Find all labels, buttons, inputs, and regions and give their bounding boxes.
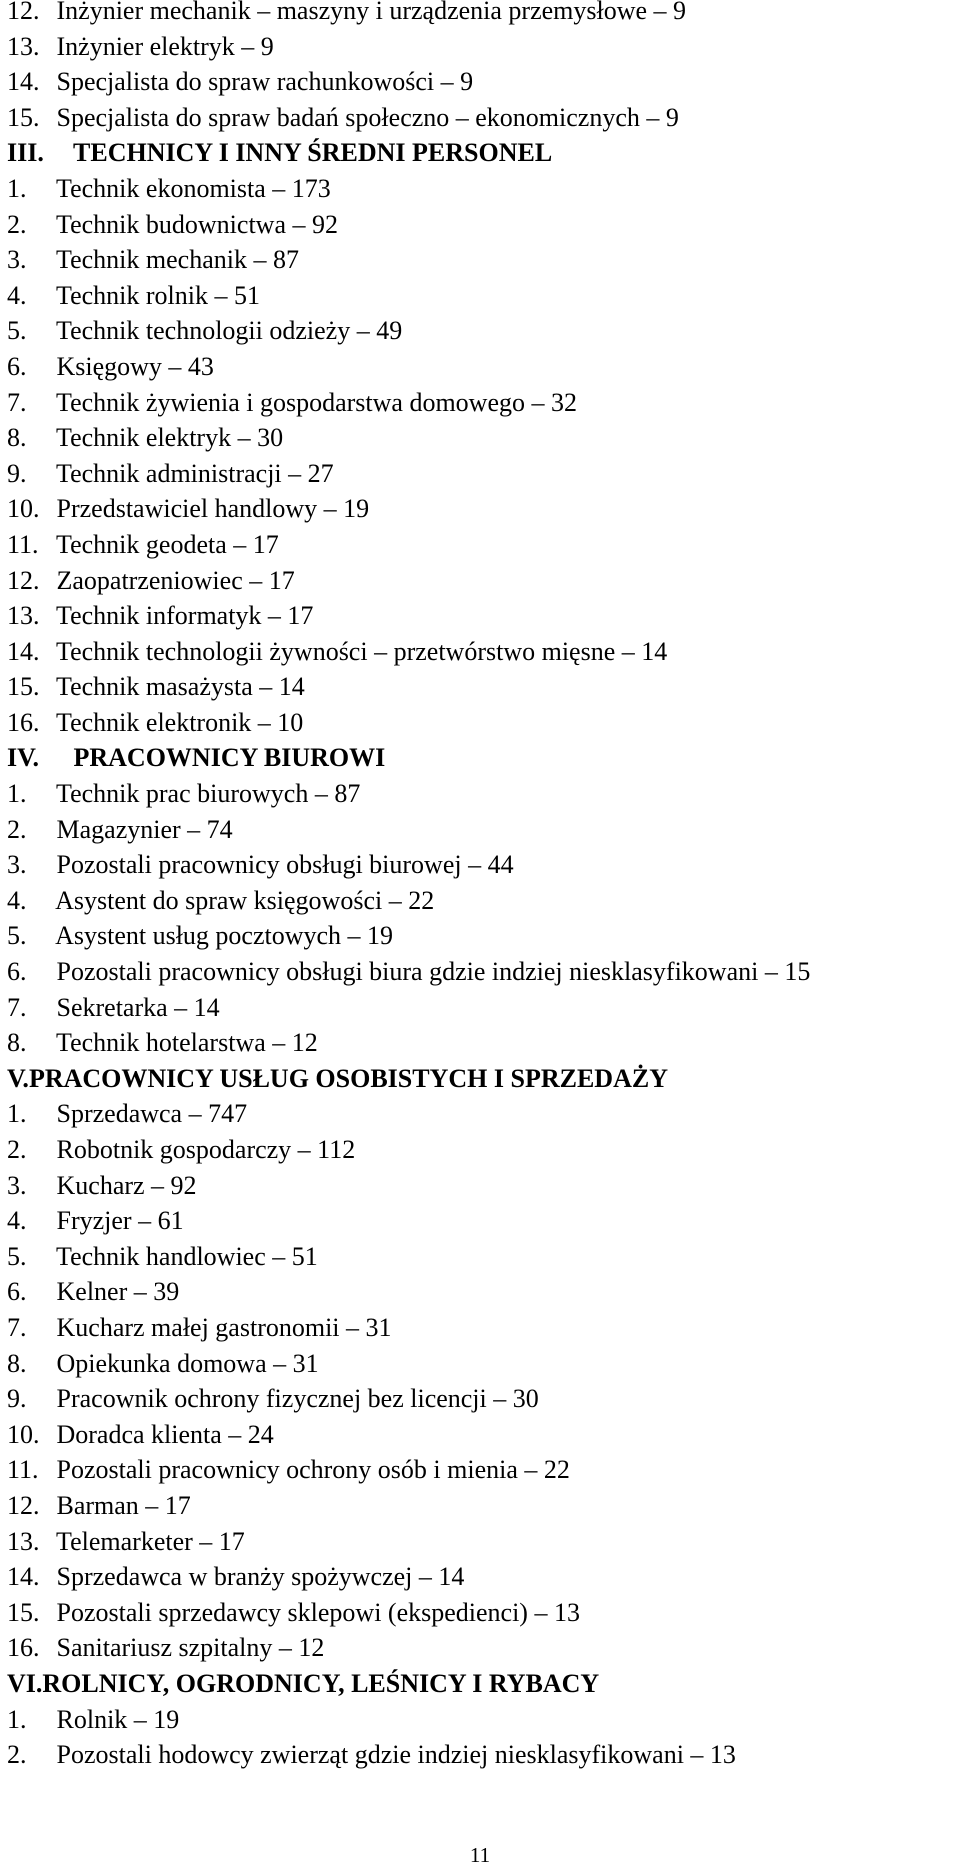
item-number: 4. [7,280,27,310]
list-item [7,0,952,29]
item-number: 5. [7,921,27,951]
list-item [7,918,952,954]
item-text: Specjalista do spraw badań społeczno – ekonomicznych – 9 [56,102,679,132]
item-text: Technik technologii żywności – przetwórstwo mięsne – 14 [56,636,668,666]
item-number: 6. [7,1277,27,1307]
item-number: 3. [7,245,27,275]
item-number: 15. [7,102,40,132]
section-heading [7,135,952,171]
item-number: 12. [7,0,40,25]
item-number: 16. [7,1633,40,1663]
item-text: PRACOWNICY USŁUG OSOBISTYCH I SPRZEDAŻY [28,1063,668,1093]
list-item [7,1488,952,1524]
list-item [7,669,952,705]
item-number: 1. [7,173,27,203]
list-item [7,776,952,812]
item-text: Asystent usług pocztowych – 19 [55,921,394,951]
item-number: 14. [7,67,40,97]
list-item [7,1203,952,1239]
item-number: 13. [7,1526,40,1556]
item-text: Robotnik gospodarczy – 112 [56,1135,356,1164]
item-text: TECHNICY I INNY ŚREDNI PERSONEL [73,138,553,168]
list-item [7,29,952,65]
item-text: Inżynier mechanik – maszyny i urządzenia przemysłowe – 9 [56,0,687,25]
section-heading [7,1061,952,1097]
item-number: VI. [7,1668,43,1698]
item-text: Technik administracji – 27 [56,458,334,488]
list-item [7,1025,952,1061]
list-item [7,1310,952,1346]
section-heading [7,1666,952,1702]
item-number: IV. [7,743,40,773]
item-text: Doradca klienta – 24 [56,1419,274,1449]
item-number: 1. [7,1099,27,1129]
item-text: Pracownik ochrony fizycznej bez licencji – 30 [56,1384,539,1414]
item-text: Technik hotelarstwa – 12 [56,1028,318,1058]
list-item [7,242,952,278]
item-number: 14. [7,1562,40,1592]
item-text: Technik elektronik – 10 [56,707,304,737]
item-number: 1. [7,1704,27,1734]
item-text: Kucharz – 92 [56,1170,197,1200]
item-number: 8. [7,1348,27,1378]
item-text: Kelner – 39 [56,1277,180,1307]
item-text: Pozostali pracownicy obsługi biura gdzie indziej niesklasyfikowani – 15 [56,957,811,987]
item-text: Technik handlowiec – 51 [56,1241,318,1271]
list-item [7,847,952,883]
list-item [7,491,952,527]
item-number: 2. [7,1740,27,1770]
list-item [7,313,952,349]
item-text: Księgowy – 43 [56,351,214,381]
item-text: Przedstawiciel handlowy – 19 [56,494,370,524]
item-number: 6. [7,351,27,381]
item-number: 12. [7,565,40,595]
item-number: 12. [7,1490,40,1520]
item-text: Pozostali pracownicy obsługi biurowej – 44 [56,850,514,880]
item-text: Pozostali hodowcy zwierząt gdzie indziej niesklasyfikowani – 13 [56,1740,736,1770]
list-item [7,1630,952,1666]
item-number: 7. [7,1312,27,1342]
item-number: 15. [7,672,40,702]
item-number: 7. [7,992,27,1022]
item-text: Kucharz małej gastronomii – 31 [56,1312,392,1342]
list-item [7,1168,952,1204]
list-item [7,1702,952,1738]
item-text: Technik prac biurowych – 87 [56,779,361,809]
item-number: 3. [7,850,27,880]
item-text: Technik mechanik – 87 [56,245,299,275]
item-number: III. [7,138,44,168]
item-number: 13. [7,31,40,61]
list-item [7,171,952,207]
list-item [7,1346,952,1382]
occupation-list [7,0,952,1773]
list-item [7,527,952,563]
item-number: 10. [7,494,40,524]
item-text: Technik technologii odzieży – 49 [56,316,403,346]
list-item [7,954,952,990]
list-item [7,100,952,136]
list-item [7,349,952,385]
item-text: Technik geodeta – 17 [56,529,279,559]
item-number: 2. [7,1135,27,1164]
item-number: 4. [7,1206,27,1236]
item-text: Magazynier – 74 [56,814,233,844]
list-item [7,278,952,314]
item-number: 9. [7,1384,27,1414]
list-item [7,1559,952,1595]
list-item [7,1595,952,1631]
item-text: Technik rolnik – 51 [56,280,261,310]
item-text: Sprzedawca – 747 [56,1099,248,1129]
item-text: Opiekunka domowa – 31 [56,1348,319,1378]
item-text: Telemarketer – 17 [56,1526,245,1556]
list-item [7,598,952,634]
item-text: Sekretarka – 14 [56,992,220,1022]
page-number: 11 [469,1843,491,1867]
item-text: Asystent do spraw księgowości – 22 [55,885,435,915]
item-text: Technik informatyk – 17 [56,601,314,631]
list-item [7,990,952,1026]
item-text: Sprzedawca w branży spożywczej – 14 [56,1562,465,1592]
item-number: 13. [7,601,40,631]
item-text: Sanitariusz szpitalny – 12 [56,1633,325,1663]
item-number: 2. [7,814,27,844]
list-item [7,1381,952,1417]
item-number: 2. [7,209,27,239]
item-number: 9. [7,458,27,488]
list-item [7,812,952,848]
item-number: V. [7,1063,29,1093]
list-item [7,385,952,421]
item-number: 5. [7,1241,27,1271]
list-item [7,1239,952,1275]
item-text: Fryzjer – 61 [56,1206,184,1236]
item-text: Zaopatrzeniowiec – 17 [56,565,295,595]
item-number: 15. [7,1597,40,1627]
list-item [7,883,952,919]
list-item [7,1524,952,1560]
item-number: 11. [7,1455,39,1485]
list-item [7,1274,952,1310]
item-text: Pozostali sprzedawcy sklepowi (ekspedienci) – 13 [56,1597,580,1627]
section-heading [7,740,952,776]
item-number: 16. [7,707,40,737]
list-item [7,1417,952,1453]
item-number: 10. [7,1419,40,1449]
item-number: 7. [7,387,27,417]
list-item [7,207,952,243]
item-text: Pozostali pracownicy ochrony osób i mienia – 22 [56,1455,570,1485]
item-number: 11. [7,529,39,559]
item-text: Rolnik – 19 [56,1704,180,1734]
item-text: Technik ekonomista – 173 [56,173,331,203]
item-text: Technik żywienia i gospodarstwa domowego – 32 [56,387,577,417]
item-text: Barman – 17 [56,1490,191,1520]
item-number: 8. [7,1028,27,1058]
item-number: 1. [7,779,27,809]
list-item [7,634,952,670]
list-item [7,64,952,100]
list-item [7,420,952,456]
item-text: Technik elektryk – 30 [56,423,284,453]
item-number: 4. [7,885,27,915]
item-text: Inżynier elektryk – 9 [56,31,274,61]
list-item [7,563,952,599]
item-text: Technik masażysta – 14 [56,672,305,702]
item-text: Technik budownictwa – 92 [56,209,338,239]
item-number: 5. [7,316,27,346]
item-number: 3. [7,1170,27,1200]
list-item [7,1096,952,1132]
list-item [7,1737,952,1773]
item-number: 14. [7,636,40,666]
item-text: ROLNICY, OGRODNICY, LEŚNICY I RYBACY [42,1668,600,1698]
list-item [7,456,952,492]
item-text: Specjalista do spraw rachunkowości – 9 [56,67,474,97]
item-text: PRACOWNICY BIUROWI [73,743,386,773]
list-item [7,1452,952,1488]
list-item [7,705,952,741]
item-number: 8. [7,423,27,453]
list-item [7,1132,952,1168]
item-number: 6. [7,957,27,987]
